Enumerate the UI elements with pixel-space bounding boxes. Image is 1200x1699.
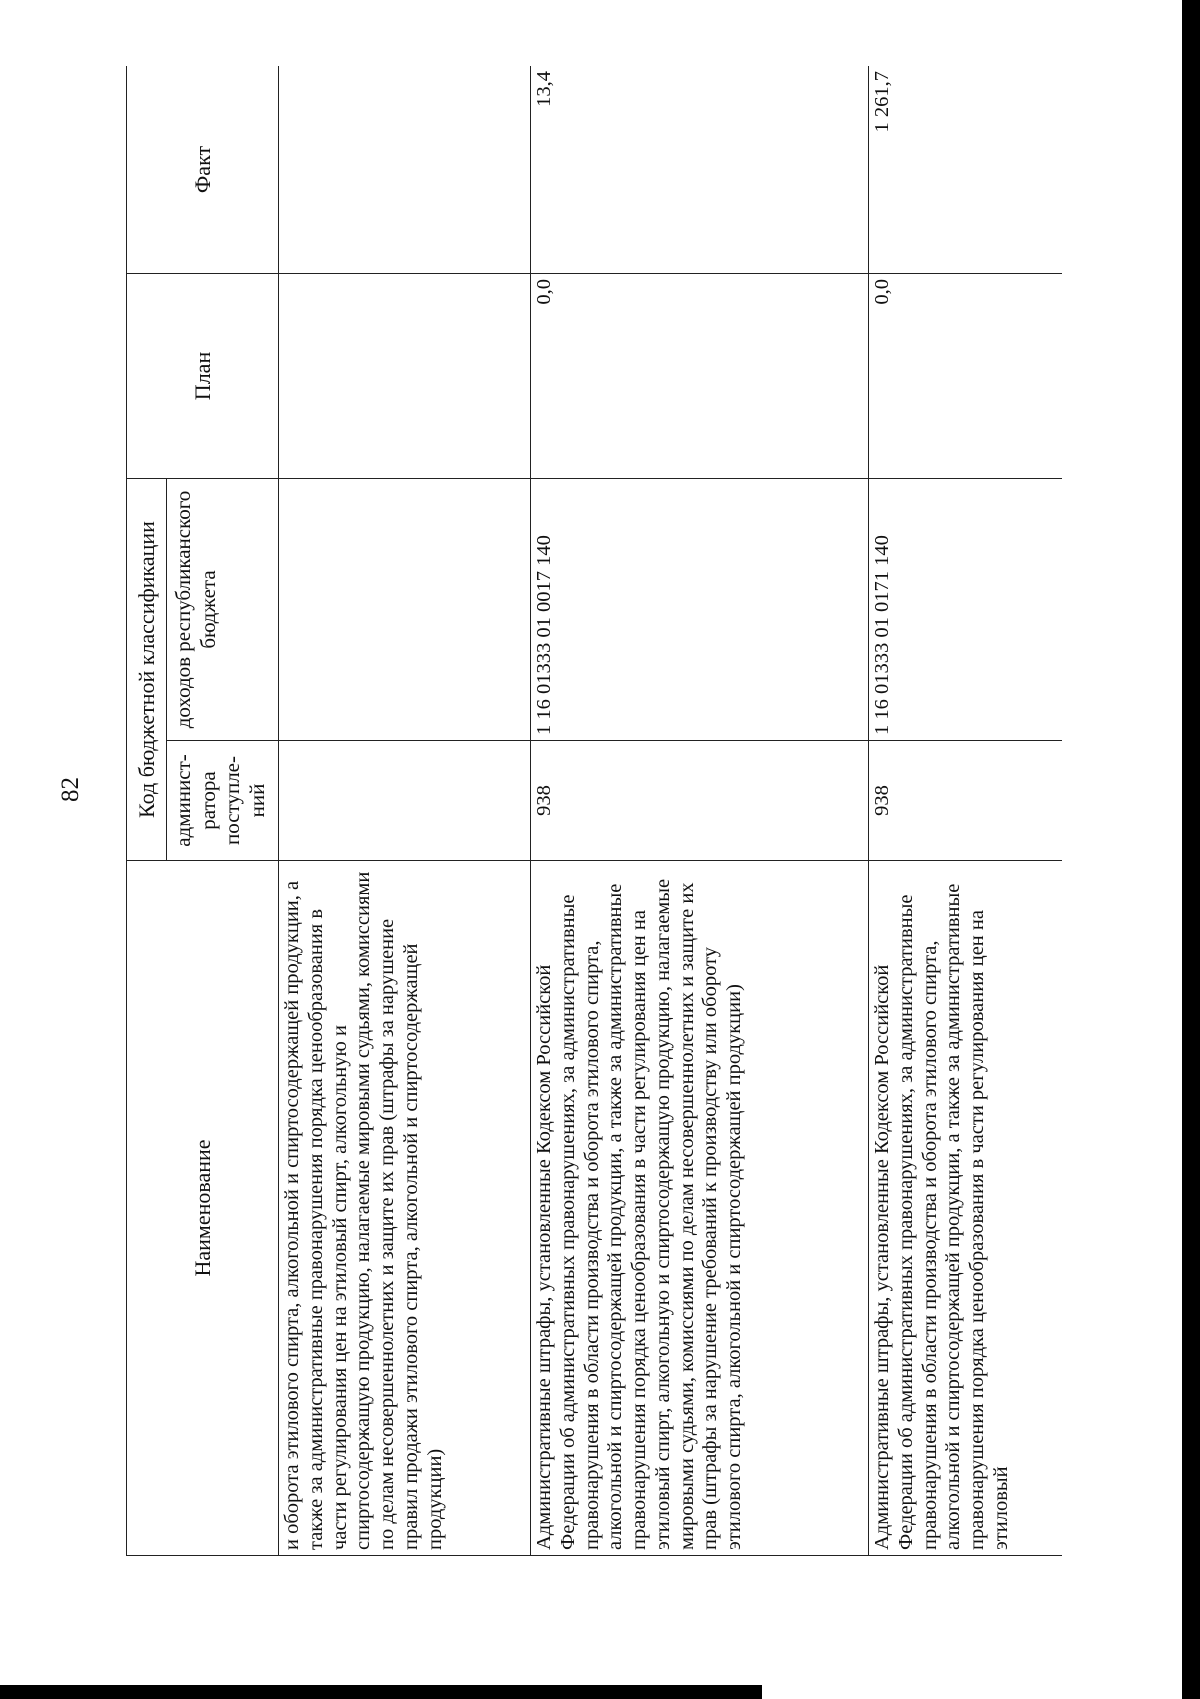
scan-edge-bottom: [0, 1685, 762, 1699]
table-header: [127, 66, 279, 1556]
table-row: [531, 66, 869, 1556]
scan-edge-right: [1182, 0, 1200, 1699]
row-admin: [279, 741, 531, 861]
row-plan: 0,0: [869, 273, 1063, 478]
row-name: и оборота этилового спирта, алкогольной и спиртосодержащей продукции, а также за административные правонарушения порядка ценообразования в части регулирования цен на этиловый спирт, алкогольную и спиртосодержащую продукцию, налагаемые мировыми судьями, комиссиями по делам несовершеннолетних и защите их прав (штрафы за нарушение правил продажи этилового спирта, алкогольной и спиртосодержащей продукции): [279, 861, 531, 1556]
row-fact: [279, 66, 531, 273]
header-income: доходов республиканского бюджета: [167, 478, 279, 740]
header-plan: План: [127, 273, 279, 478]
row-code: [279, 478, 531, 740]
table-row: [869, 66, 1063, 1556]
table-frame: [126, 66, 1062, 1556]
row-name: Административные штрафы, установленные Кодексом Российской Федерации об административных правонарушениях, за административные правонарушения в области производства и оборота этилового спирта, алкогольной и спиртосодержащей продукции, а также за административные правонарушения порядка ценообразования в части регулирования цен на этиловый спирт, алкогольную и спиртосодержащую продукцию, налагаемые мировыми судьями, комиссиями по делам несовершеннолетних и защите их прав (штрафы за нарушение требований к производству или обороту этилового спирта, алкогольной и спиртосодержащей продукции): [531, 861, 869, 1556]
row-admin: 938: [869, 741, 1063, 861]
row-name: Административные штрафы, установленные Кодексом Российской Федерации об административных правонарушениях, за административные правонарушения в области производства и оборота этилового спирта, алкогольной и спиртосодержащей продукции, а также за административные правонарушения порядка ценообразования в части регулирования цен на этиловый: [869, 861, 1063, 1556]
page-number: 82: [56, 777, 84, 802]
row-plan: 0,0: [531, 273, 869, 478]
row-code: 1 16 01333 01 0017 140: [531, 478, 869, 740]
header-name: Наименование: [127, 861, 279, 1556]
table-row: [279, 66, 531, 1556]
row-code: 1 16 01333 01 0171 140: [869, 478, 1063, 740]
header-fact: Факт: [127, 66, 279, 273]
row-fact: 13,4: [531, 66, 869, 273]
budget-table: [126, 66, 1062, 1556]
header-code-group: Код бюджетной классификации: [127, 478, 167, 860]
row-admin: 938: [531, 741, 869, 861]
header-admin: админист-ратора поступле-ний: [167, 741, 279, 861]
rotated-table-area: [126, 66, 1062, 1556]
row-plan: [279, 273, 531, 478]
row-fact: 1 261,7: [869, 66, 1063, 273]
